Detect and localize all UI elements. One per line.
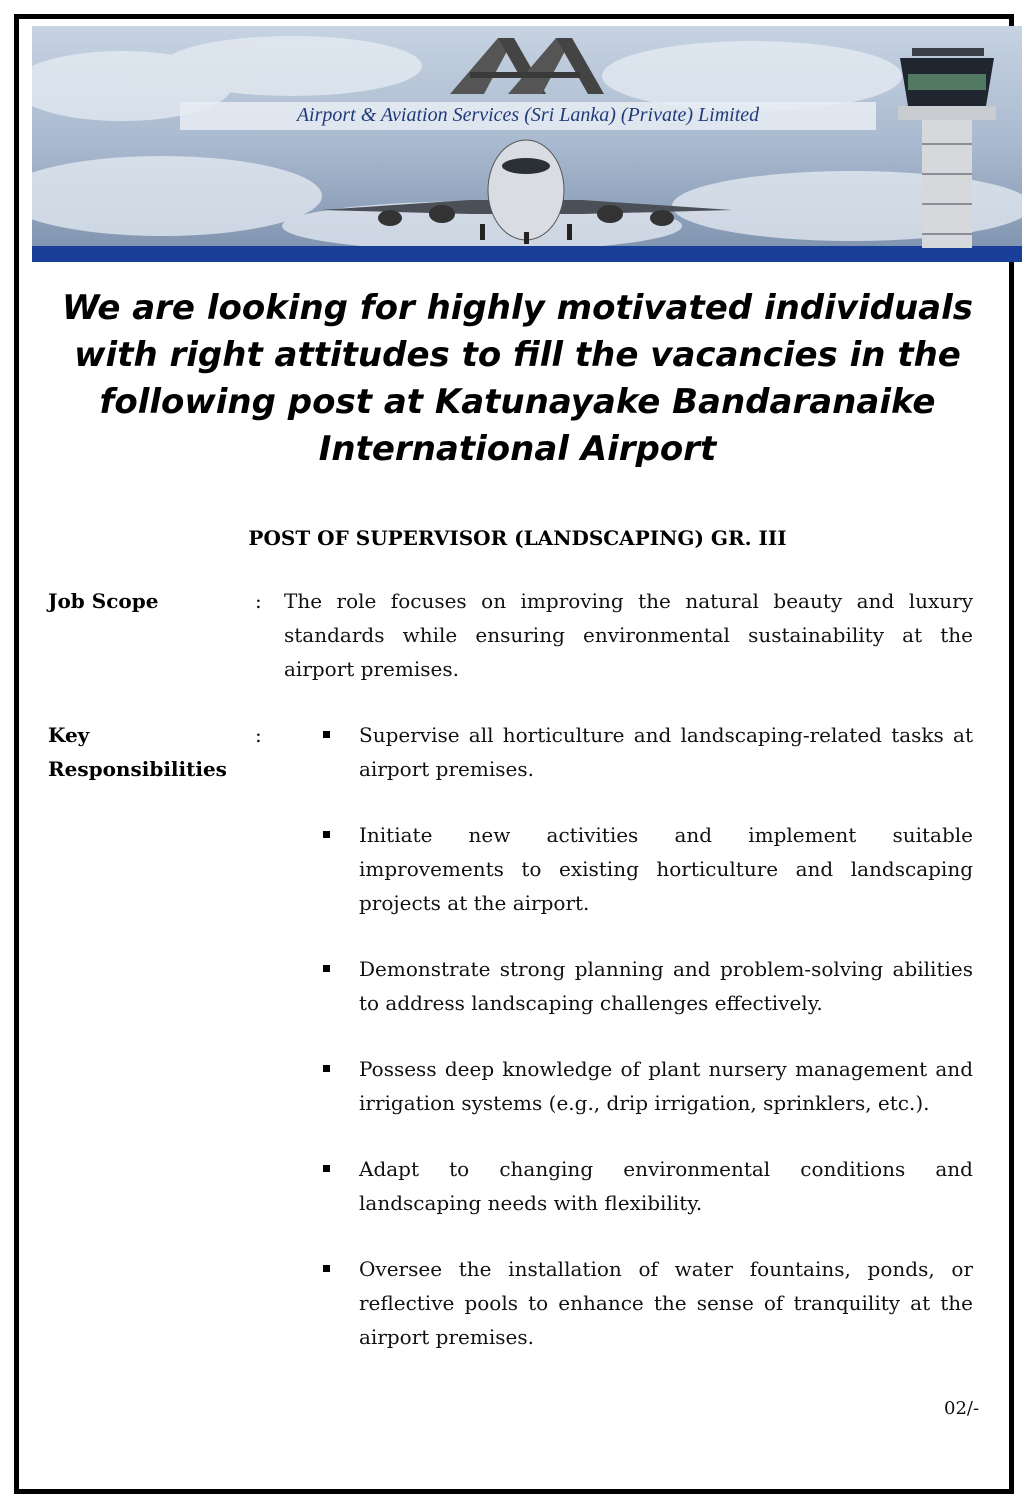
company-name: Airport & Aviation Services (Sri Lanka) (Private) Limited — [296, 104, 760, 126]
job-scope-text: The role focuses on improving the natural beauty and luxury standards while ensuring environmental sustainability at the airport premises. — [284, 589, 973, 681]
key-responsibilities-label-line2: Responsibilities — [48, 757, 227, 781]
control-tower-image — [892, 44, 1002, 248]
list-item — [320, 1252, 973, 1354]
list-item-text: Demonstrate strong planning and problem-solving abilities to address landscaping challenges effectively. — [359, 957, 973, 1015]
list-item-text: Initiate new activities and implement suitable improvements to existing horticulture and landscaping projects at the airport. — [359, 823, 973, 915]
square-bullet-icon — [323, 1065, 330, 1072]
list-item — [320, 1152, 973, 1220]
list-item-text: Adapt to changing environmental conditions and landscaping needs with flexibility. — [359, 1157, 973, 1215]
list-item — [320, 952, 973, 1020]
list-item-text: Oversee the installation of water fountains, ponds, or reflective pools to enhance the sense of tranquility at the airport premises. — [359, 1257, 973, 1349]
square-bullet-icon — [323, 831, 330, 838]
key-responsibilities-label-line1: Key — [48, 723, 90, 747]
list-item — [320, 818, 973, 920]
square-bullet-icon — [323, 1165, 330, 1172]
square-bullet-icon — [323, 965, 330, 972]
headline: We are looking for highly motivated individuals with right attitudes to fill the vacancies in the following post at Katunayake Bandaranaike International Airport — [62, 288, 973, 469]
list-item-text: Supervise all horticulture and landscaping-related tasks at airport premises. — [359, 723, 973, 781]
square-bullet-icon — [323, 1265, 330, 1272]
header-banner — [32, 26, 1022, 262]
key-responsibilities-colon: : — [255, 723, 262, 747]
key-responsibilities-label — [48, 718, 227, 786]
list-item — [320, 718, 973, 786]
job-scope-label: Job Scope — [48, 589, 159, 613]
list-item — [320, 1052, 973, 1120]
page-number: 02/- — [944, 1398, 980, 1419]
responsibilities-list — [320, 718, 973, 1386]
airplane-image — [320, 134, 732, 244]
job-scope-colon: : — [255, 589, 262, 613]
list-item-text: Possess deep knowledge of plant nursery management and irrigation systems (e.g., drip irrigation, sprinklers, etc.). — [359, 1057, 973, 1115]
post-title: POST OF SUPERVISOR (LANDSCAPING) GR. III — [248, 526, 787, 550]
square-bullet-icon — [323, 731, 330, 738]
company-logo — [450, 34, 606, 94]
